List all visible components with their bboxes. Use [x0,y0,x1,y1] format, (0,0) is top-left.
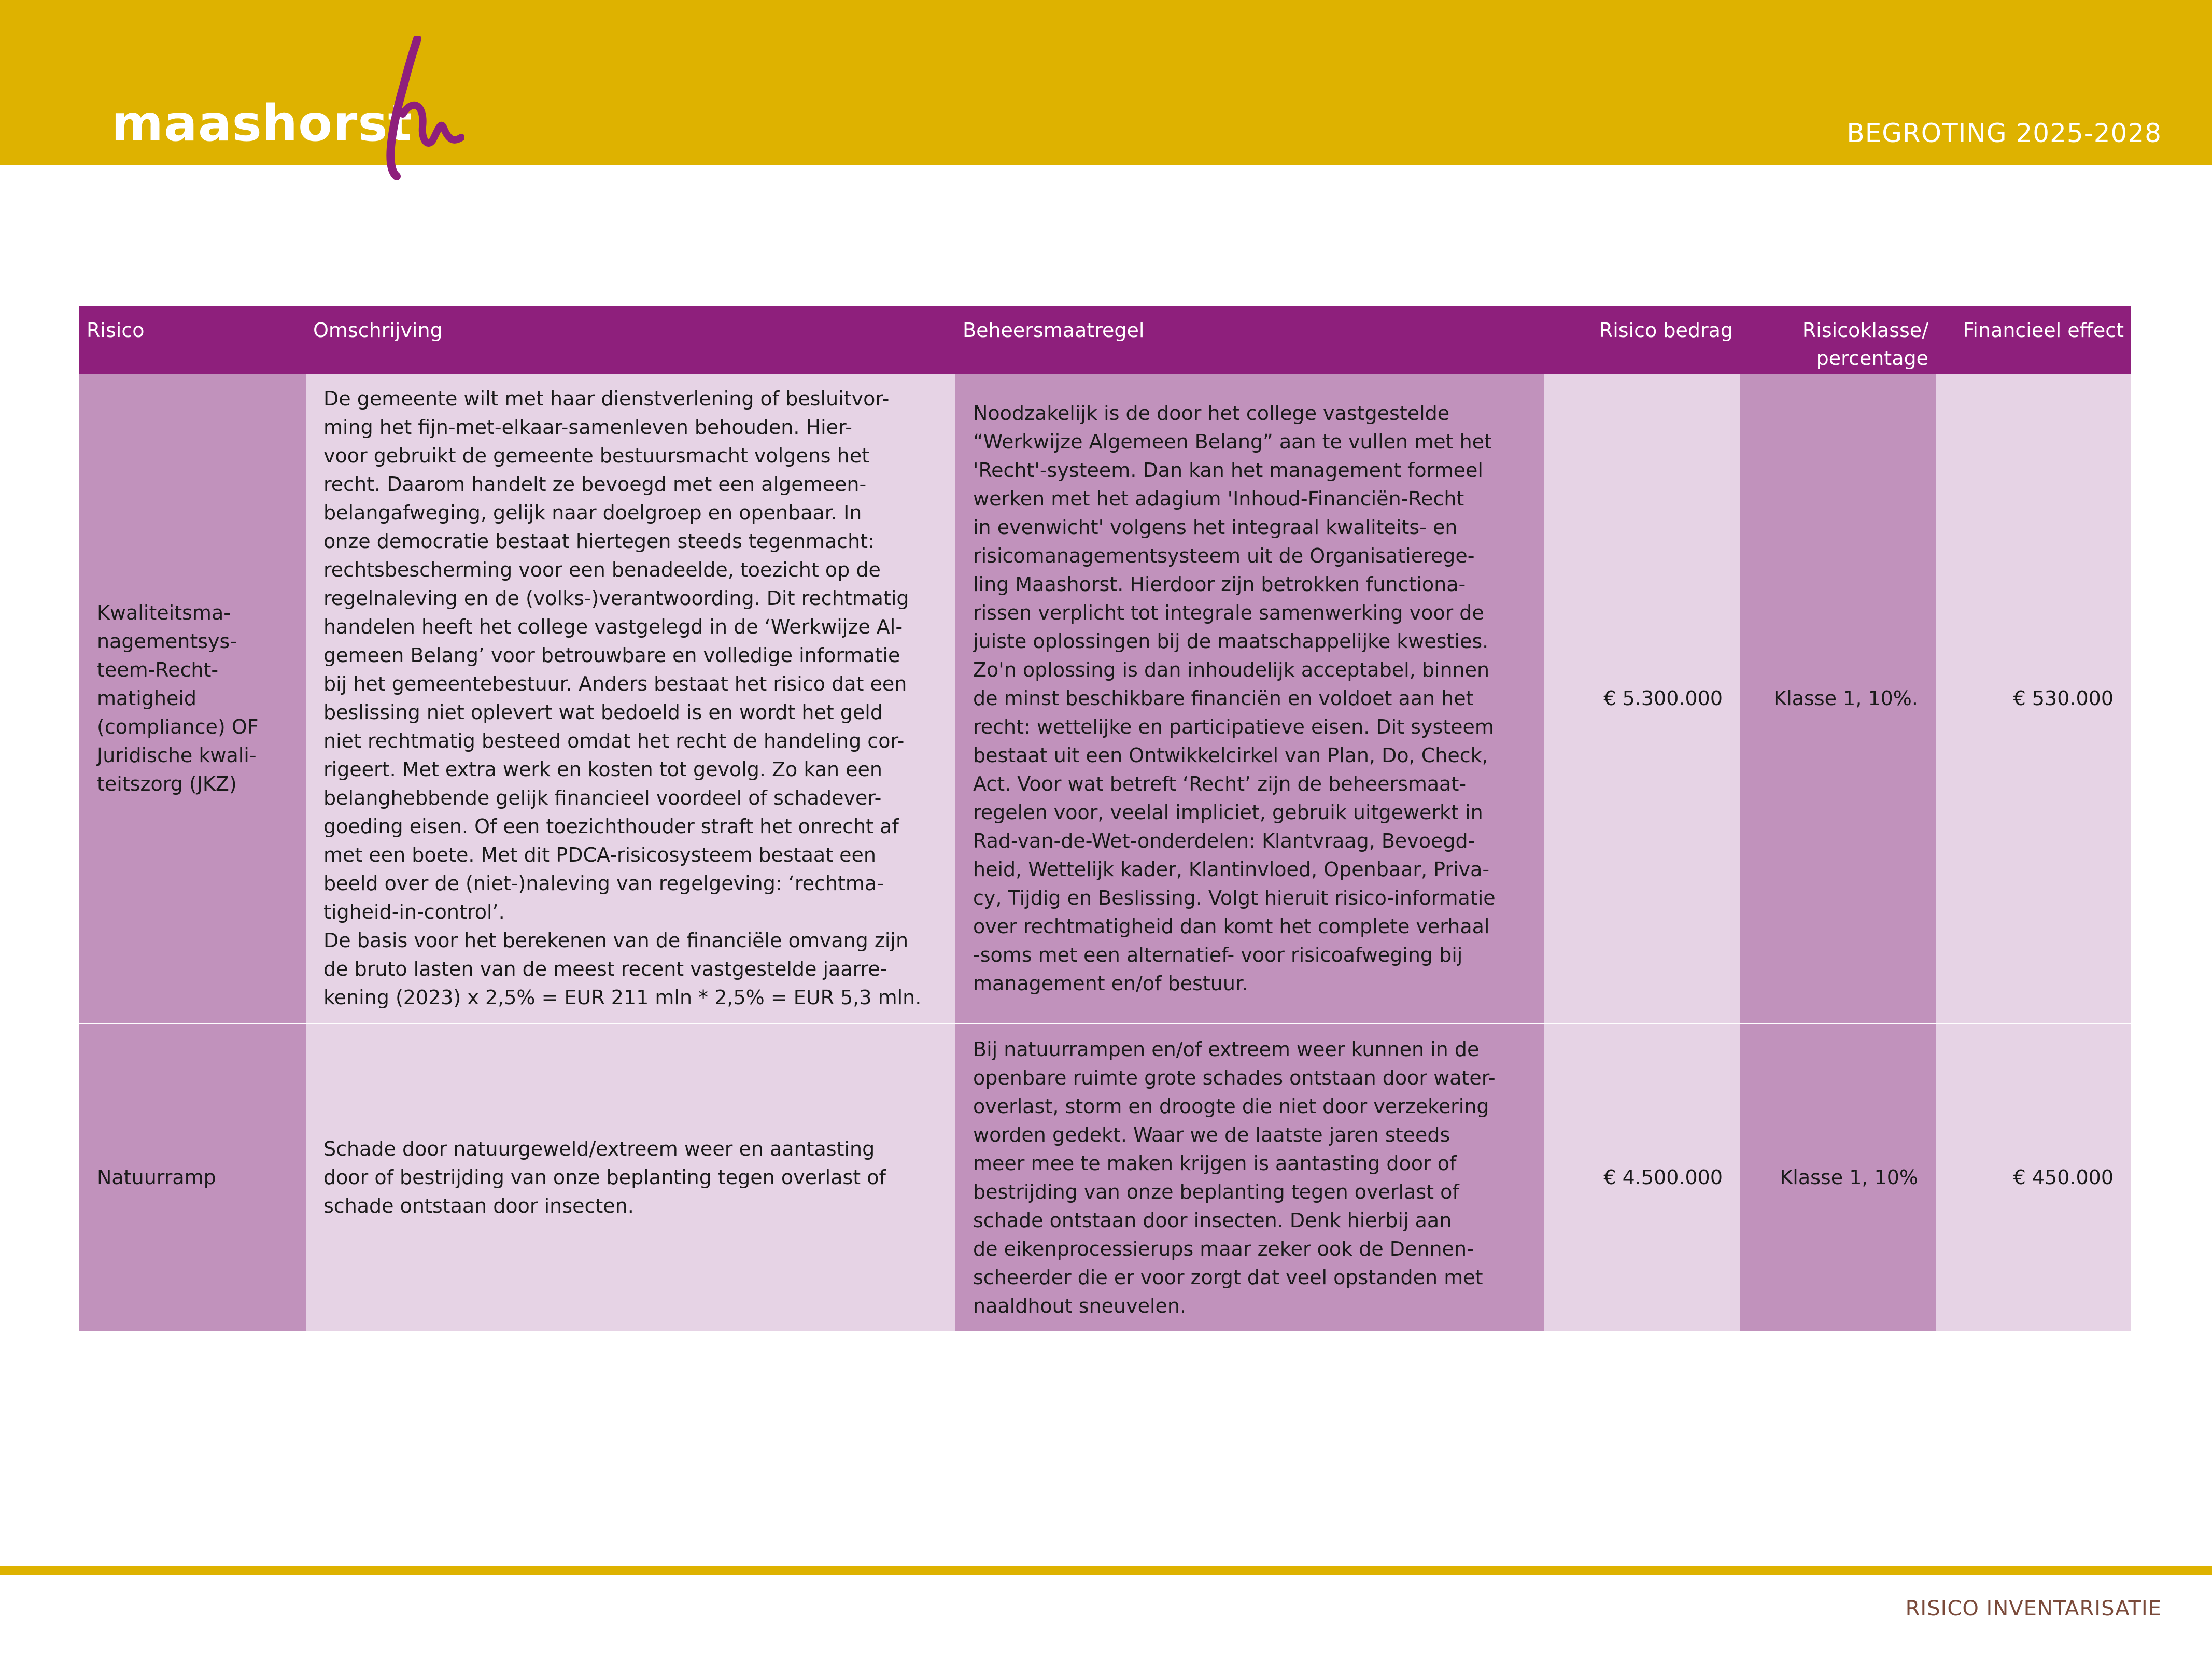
footer-divider [0,1566,2212,1575]
risk-table [79,306,2131,1331]
cell-risicoklasse: Klasse 1, 10% [1740,1023,1936,1331]
logo-m-mark-icon [355,36,464,187]
cell-risicoklasse: Klasse 1, 10%. [1740,374,1936,1023]
col-header-risico-bedrag: Risico bedrag [1544,306,1740,374]
cell-risico [79,1023,306,1331]
col-header-omschrijving: Omschrijving [306,306,955,374]
section-title: RISICO INVENTARISATIE [1905,1597,2162,1621]
table-header-row [79,306,2131,374]
col-header-risicoklasse-line2: percentage [1816,347,1928,370]
cell-beheersmaatregel [955,374,1544,1023]
logo-wordmark: maashorst [111,94,413,152]
cell-risico-bedrag: € 5.300.000 [1544,374,1740,1023]
col-header-risicoklasse-line1: Risicoklasse/ [1802,319,1928,342]
cell-beheersmaatregel-text: Noodzakelijk is de door het college vastgestelde “Werkwijze Algemeen Belang” aan te vullen met het 'Recht'-systeem. Dan kan het management formeel werken met het adagium 'Inhoud-Financiën-Recht in evenwicht' volgens het integraal kwaliteits- en risicomanagementsysteem uit de Organisatierege- ling Maashorst. Hierdoor zijn betrokken functiona- rissen verplicht tot integrale samenwerking voor de juiste oplossingen bij de maatschappelijke kwesties. Zo'n oplossing is dan inhoudelijk acceptabel, binnen de minst beschikbare financiën en voldoet aan het recht: wettelijke en participatieve eisen. Dit systeem bestaat uit een Ontwikkelcirkel van Plan, Do, Check, Act. Voor wat betreft ‘Recht’ zijn de beheersmaat- regelen voor, veelal impliciet, gebruik uitgewerkt in Rad-van-de-Wet-onderdelen: Klantvraag, Bevoegd- heid, Wettelijk kader, Klantinvloed, Openbaar, Priva- cy, Tijdig en Beslissing. Volgt hieruit risico-informatie over rechtmatigheid dan komt het complete verhaal -soms met een alternatief- voor risicoafweging bij management en/of bestuur. [973,401,1496,995]
document-title: BEGROTING 2025-2028 [1847,118,2162,148]
col-header-beheersmaatregel: Beheersmaatregel [955,306,1544,374]
table-row [79,374,2131,1023]
cell-omschrijving-text: De gemeente wilt met haar dienstverlening of besluitvor- ming het fijn-met-elkaar-samenleven behouden. Hier- voor gebruikt de gemeente bestuursmacht volgens het recht. Daarom handelt ze bevoegd met een algemeen- belangafweging, gelijk naar doelgroep en openbaar. In onze democratie bestaat hiertegen steeds tegenmacht: rechtsbescherming voor een benadeelde, toezicht op de regelnaleving en de (volks-)verantwoording. Dit rechtmatig handelen heeft het college vastgelegd in de ‘Werkwijze Al- gemeen Belang’ voor betrouwbare en volledige informatie bij het gemeentebestuur. Anders bestaat het risico dat een beslissing niet oplevert wat bedoeld is en wordt het geld niet rechtmatig besteed omdat het recht de handeling cor- rigeert. Met extra werk en kosten tot gevolg. Zo kan een belanghebbende gelijk financieel voordeel of schadever- goeding eisen. Of een toezichthouder straft het onrecht af met een boete. Met dit PDCA-risicosysteem bestaat een beeld over de (niet-)naleving van regelgeving: ‘rechtma- tigheid-in-control’. De basis voor het berekenen van de financiële omvang zijn de bruto lasten van de meest recent vastgestelde jaarre- kening (2023) x 2,5% = EUR 211 mln * 2,5% = EUR 5,3 mln. [323,387,922,1009]
cell-risico-bedrag: € 4.500.000 [1544,1023,1740,1331]
cell-financieel-effect: € 450.000 [1936,1023,2131,1331]
col-header-risicoklasse [1740,306,1936,374]
col-header-financieel-effect: Financieel effect [1936,306,2131,374]
cell-financieel-effect: € 530.000 [1936,374,2131,1023]
cell-omschrijving [306,1023,955,1331]
cell-beheersmaatregel [955,1023,1544,1331]
cell-risico-text: Kwaliteitsma- nagementsys- teem-Recht- matigheid (compliance) OF Juridische kwali- teitszorg (JKZ) [97,601,259,795]
col-header-risico: Risico [79,306,306,374]
cell-omschrijving-text: Schade door natuurgeweld/extreem weer en aantasting door of bestrijding van onze beplanting tegen overlast of schade ontstaan door insecten. [323,1137,886,1218]
cell-omschrijving [306,374,955,1023]
cell-risico [79,374,306,1023]
maashorst-logo [111,36,464,187]
cell-risico-text: Natuurramp [97,1166,216,1189]
cell-beheersmaatregel-text: Bij natuurrampen en/of extreem weer kunnen in de openbare ruimte grote schades ontstaan door water- overlast, storm en droogte die niet door verzekering worden gedekt. Waar we de laatste jaren steeds meer mee te maken krijgen is aantasting door of bestrijding van onze beplanting tegen overlast of schade ontstaan door insecten. Denk hierbij aan de eikenprocessierups maar zeker ook de Dennen- scheerder die er voor zorgt dat veel opstanden met naaldhout sneuvelen. [973,1037,1496,1317]
table-row [79,1023,2131,1331]
